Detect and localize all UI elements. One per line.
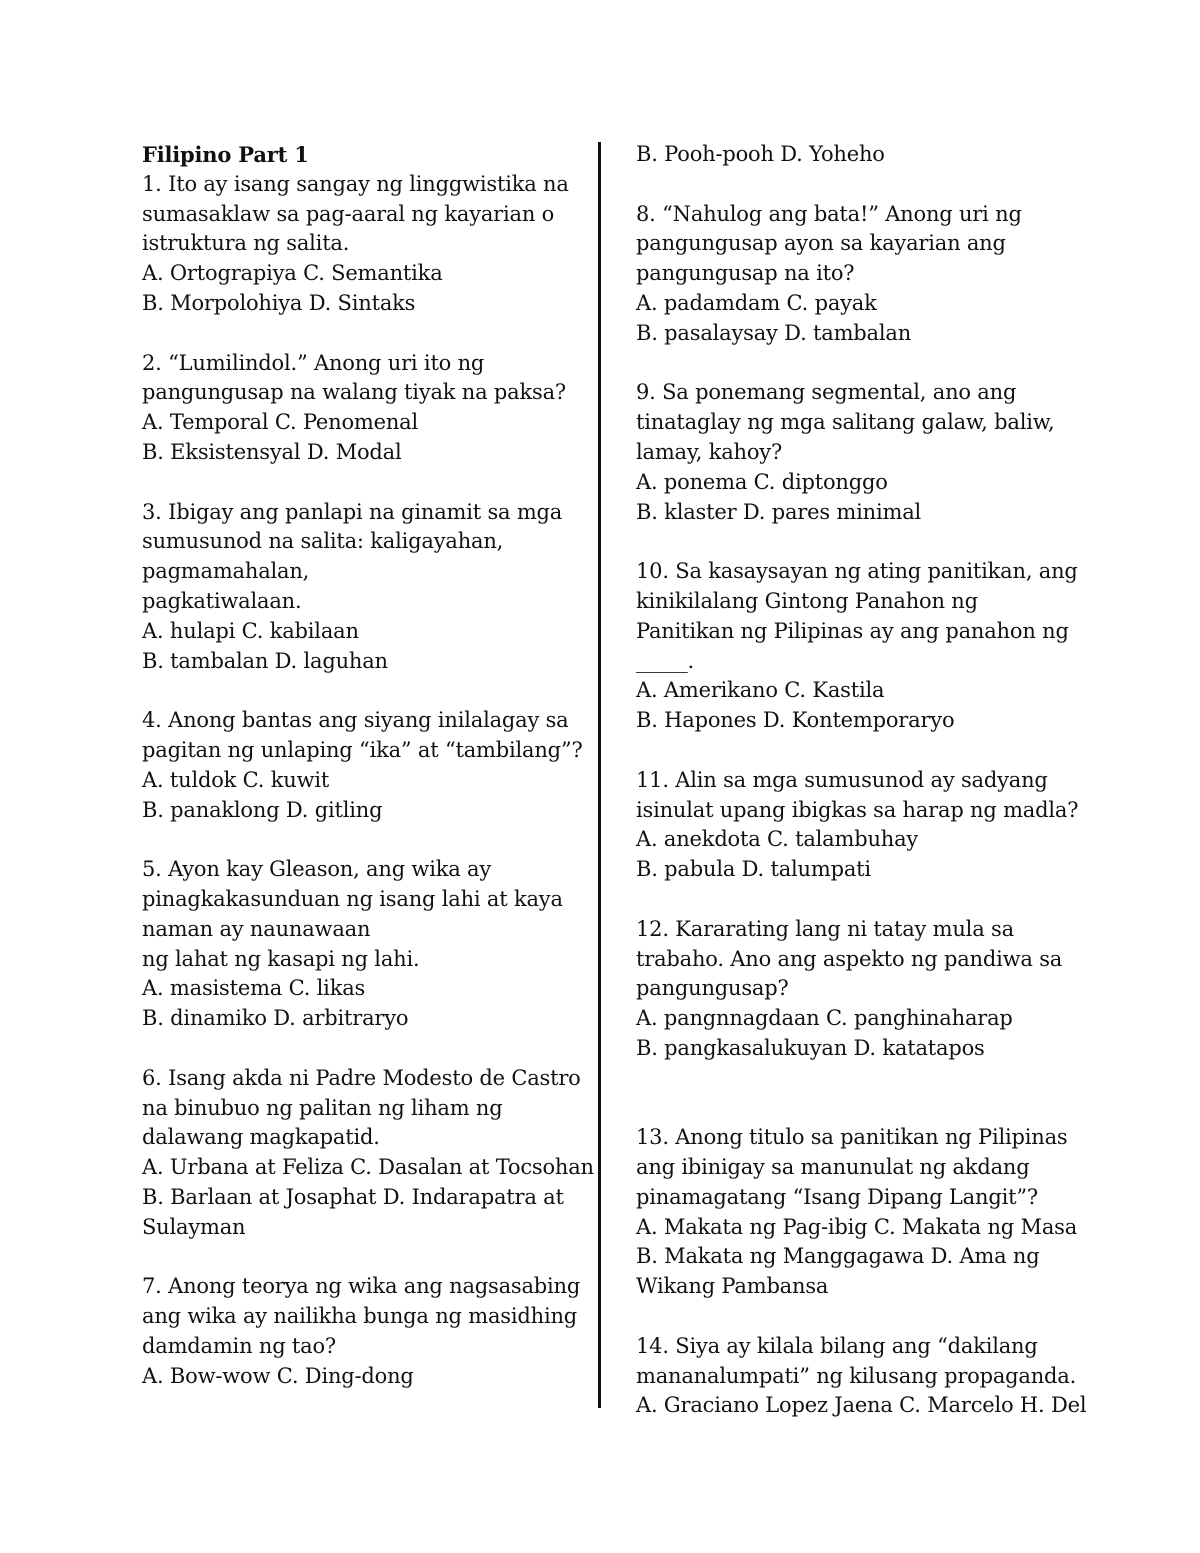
- text-line: trabaho. Ano ang aspekto ng pandiwa sa: [636, 946, 1063, 971]
- text-line: B. pangkasalukuyan D. katatapos: [636, 1035, 985, 1060]
- text-line: naman ay naunawaan: [142, 916, 371, 941]
- text-line: 14. Siya ay kilala bilang ang “dakilang: [636, 1333, 1038, 1358]
- text-line: pagitan ng unlaping “ika” at “tambilang”?: [142, 737, 583, 762]
- text-line: Panitikan ng Pilipinas ay ang panahon ng: [636, 618, 1069, 643]
- text-line: B. Barlaan at Josaphat D. Indarapatra at: [142, 1184, 564, 1209]
- text-line: pagmamahalan,: [142, 559, 310, 584]
- text-line: B. pabula D. talumpati: [636, 857, 871, 882]
- text-line: 12. Kararating lang ni tatay mula sa: [636, 916, 1014, 941]
- blank-line: [142, 1034, 582, 1064]
- text-line: mananalumpati” ng kilusang propaganda.: [636, 1363, 1077, 1388]
- text-line: B. panaklong D. gitling: [142, 797, 383, 822]
- text-line: pinagkakasunduan ng isang lahi at kaya: [142, 886, 563, 911]
- text-line: B. pasalaysay D. tambalan: [636, 320, 912, 345]
- text-line: A. pangnnagdaan C. panghinaharap: [636, 1006, 1013, 1031]
- text-line: pangungusap?: [636, 976, 789, 1001]
- blank-line: [142, 319, 582, 349]
- text-line: 5. Ayon kay Gleason, ang wika ay: [142, 857, 492, 882]
- text-line: pangungusap na walang tiyak na paksa?: [142, 380, 566, 405]
- document-title: Filipino Part 1: [142, 142, 309, 167]
- text-line: pangungusap na ito?: [636, 261, 855, 286]
- text-line: na binubuo ng palitan ng liham ng: [142, 1095, 503, 1120]
- text-line: sumusunod na salita: kaligayahan,: [142, 529, 504, 554]
- text-line: 7. Anong teorya ng wika ang nagsasabing: [142, 1274, 581, 1299]
- text-line: Sulayman: [142, 1214, 246, 1239]
- text-line: A. padamdam C. payak: [636, 290, 877, 315]
- text-line: 2. “Lumilindol.” Anong uri ito ng: [142, 350, 485, 375]
- text-line: A. Temporal C. Penomenal: [142, 410, 419, 435]
- text-line: ang wika ay nailikha bunga ng masidhing: [142, 1304, 578, 1329]
- text-line: damdamin ng tao?: [142, 1333, 336, 1358]
- text-line: A. Amerikano C. Kastila: [636, 678, 885, 703]
- blank-line: [636, 1064, 1076, 1094]
- blank-line: [636, 527, 1076, 557]
- text-line: istruktura ng salita.: [142, 231, 350, 256]
- blank-line: [142, 1242, 582, 1272]
- blank-line: [636, 1094, 1076, 1124]
- text-line: 4. Anong bantas ang siyang inilalagay sa: [142, 708, 569, 733]
- text-line: ang ibinigay sa manunulat ng akdang: [636, 1155, 1030, 1180]
- text-line: tinataglay ng mga salitang galaw, baliw,: [636, 410, 1055, 435]
- blank-line: [142, 468, 582, 498]
- text-line: 8. “Nahulog ang bata!” Anong uri ng: [636, 201, 1022, 226]
- text-line: 9. Sa ponemang segmental, ano ang: [636, 380, 1017, 405]
- blank-line: [636, 736, 1076, 766]
- blank-line: [636, 1302, 1076, 1332]
- text-line: B. Pooh-pooh D. Yoheho: [636, 142, 885, 166]
- blank-line: [636, 170, 1076, 200]
- text-line: A. Graciano Lopez Jaena C. Marcelo H. Del: [636, 1393, 1087, 1418]
- text-line: pagkatiwalaan.: [142, 588, 302, 613]
- text-line: ng lahat ng kasapi ng lahi.: [142, 946, 420, 971]
- text-line: A. masistema C. likas: [142, 976, 366, 1001]
- left-question-list: [142, 170, 594, 1392]
- text-line: B. Hapones D. Kontemporaryo: [636, 708, 955, 733]
- text-line: A. Ortograpiya C. Semantika: [142, 261, 443, 286]
- text-line: 6. Isang akda ni Padre Modesto de Castro: [142, 1065, 581, 1090]
- text-line: pangungusap ayon sa kayarian ang: [636, 231, 1006, 256]
- text-line: dalawang magkapatid.: [142, 1125, 380, 1150]
- text-line: sumasaklaw sa pag-aaral ng kayarian o: [142, 201, 555, 226]
- blank-line: [142, 825, 582, 855]
- text-line: lamay, kahoy?: [636, 439, 783, 464]
- text-line: A. ponema C. diptonggo: [636, 469, 888, 494]
- text-line: A. anekdota C. talambuhay: [636, 827, 919, 852]
- text-line: B. klaster D. pares minimal: [636, 499, 922, 524]
- text-line: A. Makata ng Pag-ibig C. Makata ng Masa: [636, 1214, 1078, 1239]
- text-line: 11. Alin sa mga sumusunod ay sadyang: [636, 767, 1048, 792]
- text-line: A. tuldok C. kuwit: [142, 767, 330, 792]
- text-line: B. Makata ng Manggagawa D. Ama ng: [636, 1244, 1040, 1269]
- text-line: Wikang Pambansa: [636, 1274, 829, 1299]
- blank-line: [636, 885, 1076, 915]
- left-column: [142, 140, 594, 1391]
- text-line: 13. Anong titulo sa panitikan ng Pilipinas: [636, 1125, 1068, 1150]
- text-line: _____.: [636, 648, 694, 673]
- right-question-list: [636, 140, 1087, 1421]
- text-line: A. Bow-wow C. Ding-dong: [142, 1363, 414, 1388]
- text-line: kinikilalang Gintong Panahon ng: [636, 588, 978, 613]
- text-line: B. Eksistensyal D. Modal: [142, 439, 402, 464]
- text-line: A. Urbana at Feliza C. Dasalan at Tocsohan: [142, 1155, 594, 1180]
- text-line: B. dinamiko D. arbitraryo: [142, 1006, 409, 1031]
- text-line: isinulat upang ibigkas sa harap ng madla?: [636, 797, 1079, 822]
- right-column: [636, 140, 1087, 1421]
- text-line: 10. Sa kasaysayan ng ating panitikan, ang: [636, 559, 1078, 584]
- text-line: 1. Ito ay isang sangay ng linggwistika na: [142, 171, 569, 196]
- text-line: pinamagatang “Isang Dipang Langit”?: [636, 1184, 1038, 1209]
- text-line: A. hulapi C. kabilaan: [142, 618, 359, 643]
- text-line: 3. Ibigay ang panlapi na ginamit sa mga: [142, 499, 563, 524]
- blank-line: [142, 676, 582, 706]
- column-divider: [598, 142, 601, 1408]
- text-line: B. Morpolohiya D. Sintaks: [142, 290, 416, 315]
- blank-line: [636, 349, 1076, 379]
- text-line: B. tambalan D. laguhan: [142, 648, 388, 673]
